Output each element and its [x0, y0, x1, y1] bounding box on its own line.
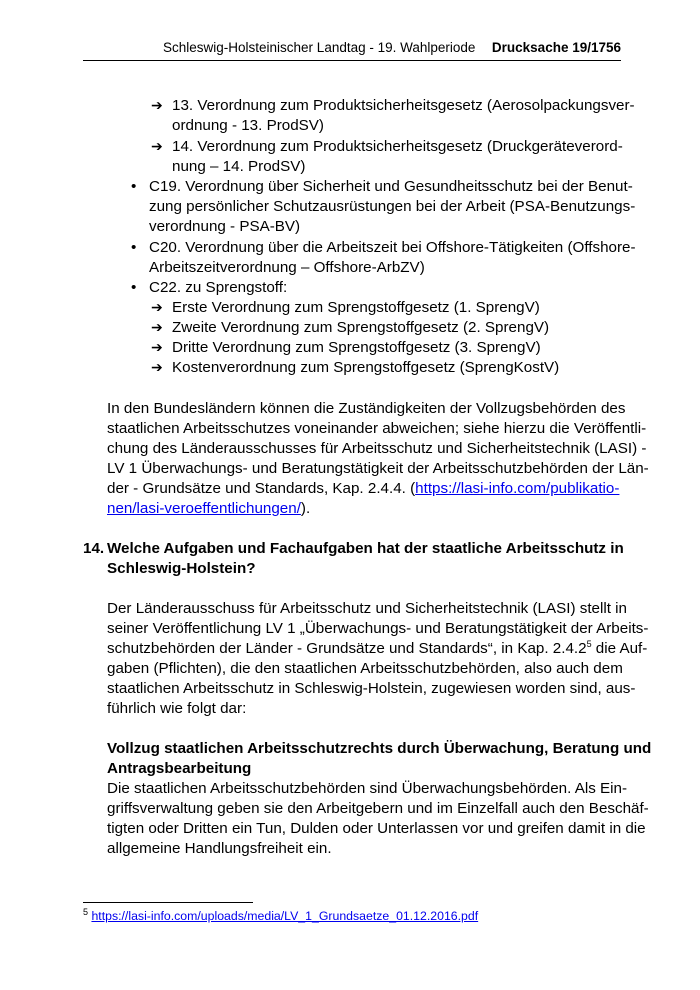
para2-line1: Der Länderausschuss für Arbeitsschutz und Sicherheitstechnik (LASI) stellt in	[107, 600, 628, 617]
bullet-icon: •	[131, 178, 137, 195]
para1-line5	[107, 479, 619, 499]
para3-line1: Die staatlichen Arbeitsschutzbehörden sind Überwachungsbehörden. Als Ein-	[107, 780, 628, 797]
question-heading-line1: Welche Aufgaben und Fachaufgaben hat der staatliche Arbeitsschutz in	[107, 540, 624, 557]
list-item-c20-line2: Arbeitszeitverordnung – Offshore-ArbZV)	[149, 259, 425, 276]
list-item-prodsv14-line2: nung – 14. ProdSV)	[172, 158, 306, 175]
para1-line2: staatlichen Arbeitsschutzes voneinander abweichen; siehe hierzu die Veröffentli-	[107, 420, 647, 437]
list-item-prodsv14-line1: 14. Verordnung zum Produktsicherheitsgesetz (Druckgeräteverord-	[172, 138, 623, 155]
list-item-c22: C22. zu Sprengstoff:	[149, 279, 288, 296]
list-item-spreng1: Erste Verordnung zum Sprengstoffgesetz (1. SprengV)	[172, 299, 540, 316]
para1-line6	[107, 499, 310, 519]
lasi-publications-link[interactable]: https://lasi-info.com/publikatio-	[415, 480, 620, 497]
arrow-icon: ➔	[151, 339, 163, 355]
list-item-spreng3: Dritte Verordnung zum Sprengstoffgesetz (3. SprengV)	[172, 339, 541, 356]
question-heading-line2: Schleswig-Holstein?	[107, 560, 256, 577]
arrow-icon: ➔	[151, 359, 163, 375]
footnote-ref[interactable]: 5	[586, 638, 592, 649]
list-item-sprengkost: Kostenverordnung zum Sprengstoffgesetz (SprengKostV)	[172, 359, 560, 376]
arrow-icon: ➔	[151, 97, 163, 113]
para3-line3: tigten oder Dritten ein Tun, Dulden oder Unterlassen vor und greifen damit in die	[107, 820, 646, 837]
header-title: Schleswig-Holsteinischer Landtag - 19. Wahlperiode	[163, 40, 476, 55]
list-item-spreng2: Zweite Verordnung zum Sprengstoffgesetz (2. SprengV)	[172, 319, 550, 336]
subheading-line2: Antragsbearbeitung	[107, 760, 252, 777]
page-header	[83, 38, 621, 61]
bullet-icon: •	[131, 239, 137, 256]
arrow-icon: ➔	[151, 319, 163, 335]
list-item-c19-line2: zung persönlicher Schutzausrüstungen bei der Arbeit (PSA-Benutzungs-	[149, 198, 636, 215]
para1-line3: chung des Länderausschusses für Arbeitsschutz und Sicherheitstechnik (LASI) -	[107, 440, 647, 457]
arrow-icon: ➔	[151, 138, 163, 154]
subheading-line1: Vollzug staatlichen Arbeitsschutzrechts durch Überwachung, Beratung und	[107, 740, 652, 757]
para2-line4: gaben (Pflichten), die den staatlichen Arbeitsschutzbehörden, also auch dem	[107, 660, 623, 677]
bullet-icon: •	[131, 279, 137, 296]
para2-line3	[107, 639, 647, 659]
para2-line3-a: schutzbehörden der Länder - Grundsätze und Standards“, in Kap. 2.4.2	[107, 640, 587, 657]
header-drucksache: Drucksache 19/1756	[491, 40, 621, 55]
para1-line4: LV 1 Überwachungs- und Beratungstätigkeit der Arbeitsschutzbehörden der Län-	[107, 460, 649, 477]
para2-line5: staatlichen Arbeitsschutz in Schleswig-Holstein, zugewiesen worden sind, aus-	[107, 680, 636, 697]
lasi-publications-link-cont[interactable]: nen/lasi-veroeffentlichungen/	[107, 500, 301, 517]
list-item-c20-line1: C20. Verordnung über die Arbeitszeit bei Offshore-Tätigkeiten (Offshore-	[149, 239, 636, 256]
footnote-link[interactable]: https://lasi-info.com/uploads/media/LV_1_Grundsaetze_01.12.2016.pdf	[91, 909, 479, 923]
para2-line6: führlich wie folgt dar:	[107, 700, 247, 717]
para1-line5-text: der - Grundsätze und Standards, Kap. 2.4.4. (	[107, 480, 416, 497]
para1-line6-end: ).	[300, 500, 311, 517]
para1-line1: In den Bundesländern können die Zuständigkeiten der Vollzugsbehörden des	[107, 400, 626, 417]
para3-line4: allgemeine Handlungsfreiheit ein.	[107, 840, 332, 857]
list-item-prodsv13-line2: ordnung - 13. ProdSV)	[172, 117, 324, 134]
list-item-prodsv13-line1: 13. Verordnung zum Produktsicherheitsgesetz (Aerosolpackungsver-	[172, 97, 635, 114]
para2-line3-b: die Auf-	[591, 640, 648, 657]
footnote-divider	[83, 902, 253, 903]
para2-line2: seiner Veröffentlichung LV 1 „Überwachungs- und Beratungstätigkeit der Arbeits-	[107, 620, 649, 637]
list-item-c19-line3: verordnung - PSA-BV)	[149, 218, 301, 235]
arrow-icon: ➔	[151, 299, 163, 315]
list-item-c19-line1: C19. Verordnung über Sicherheit und Gesundheitsschutz bei der Benut-	[149, 178, 633, 195]
footnote-number: 5	[83, 906, 89, 917]
question-number: 14.	[83, 540, 105, 557]
footnote	[83, 906, 479, 923]
para3-line2: griffsverwaltung geben sie den Arbeitgebern und im Einzelfall auch den Beschäf-	[107, 800, 649, 817]
